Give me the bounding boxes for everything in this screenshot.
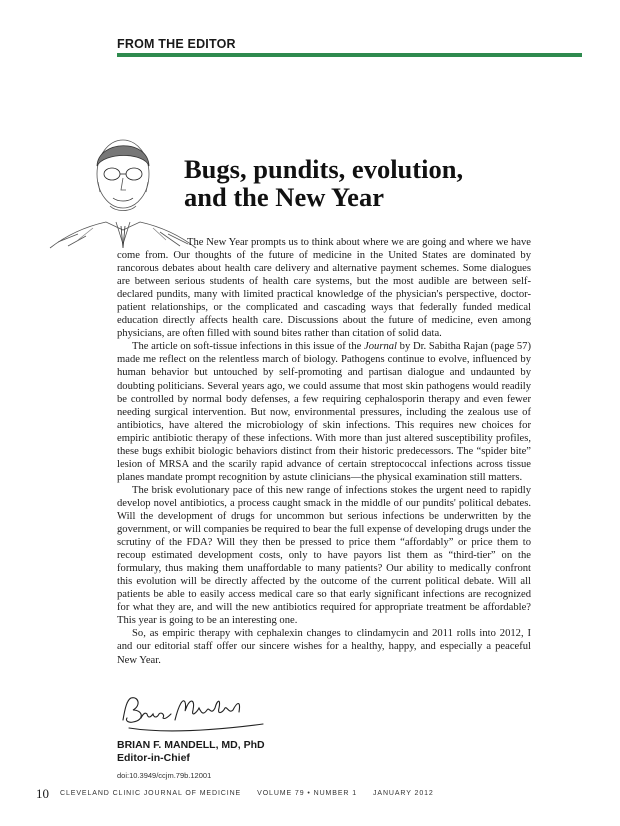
- footer-volume: VOLUME 79: [257, 790, 305, 797]
- paragraph-2: [117, 340, 531, 484]
- footer-date: JANUARY 2012: [372, 790, 434, 797]
- author-name: BRIAN F. MANDELL, MD, PhD: [117, 739, 265, 751]
- page-number: 10: [36, 786, 49, 801]
- section-label: FROM THE EDITOR: [117, 37, 236, 51]
- footer-number: NUMBER 1: [313, 790, 357, 797]
- title-line-1: Bugs, pundits, evolution,: [184, 154, 464, 184]
- doi-link[interactable]: doi:10.3949/ccjm.79b.12001: [117, 771, 212, 780]
- footer-bullet: •: [307, 790, 311, 797]
- paragraph-2-start: The article on soft-tissue infections in this issue of the: [132, 341, 365, 353]
- running-footer: [60, 790, 434, 797]
- footer-journal: CLEVELAND CLINIC JOURNAL OF MEDICINE: [60, 790, 242, 797]
- article-title: [184, 155, 564, 211]
- author-portrait-icon: [48, 122, 198, 250]
- paragraph-3: The brisk evolutionary pace of this new range of infections stokes the urgent need to rapidly develop novel antibiotics, a process caught smack in the middle of our pundits' political debates. Will the development of drugs for uncommon but serious infections be underwritten by the government, or will companies be required to bear the full expense of developing drugs under the scrutiny of the FDA? Will they then be pressed to price them “affordably” or price them to recoup estimated development costs, only to have payors list them as “third-tier” on the formulary, thus making them unaffordable to many patients? Our ability to medically confront this evolution will be directly affected by the outcome of the current political debate. Will all patients be able to easily access medical care so that early significant infections are recognized for what they are, and will the new antibiotics required for appropriate treatment be affordable? This year is going to be an interesting one.: [117, 484, 531, 627]
- header-rule: [117, 53, 582, 57]
- paragraph-2-rest: by Dr. Sabitha Rajan (page 57) made me reflect on the relentless march of biology. Pathogens continue to evolve, influenced by human behavior but untouched by self-promoting and partisan dialogue and undaunted by doubting politicians. Several years ago, we could assume that most skin pathogens would readily be controlled by normal body defenses, a few requiring cephalosporin therapy and even fewer needing surgical intervention. But now, environmental pressures, including the zealous use of antibiotics, have altered the microbiology of skin infections. This requires new choices for empiric antibiotic therapy of these infections. With more than just altered susceptibility profiles, these bugs exhibit biologic behaviors distinct from their historic predecessors. The “spider bite” lesion of MRSA and the scarily rapid advance of certain streptococcal infections across tissue planes mandate prompt recognition by astute clinicians—the physical examination still matters.: [117, 341, 531, 483]
- title-line-2: and the New Year: [184, 182, 384, 212]
- author-role: Editor-in-Chief: [117, 752, 190, 764]
- journal-name: Journal: [364, 341, 398, 353]
- article-body: [117, 236, 531, 667]
- paragraph-1: The New Year prompts us to think about where we are going and where we have come from. Our thoughts of the future of medicine in the United States are dominated by rancorous debates about health care delivery and alternative payment schemes. Some dialogues are between serious students of health care systems, but the most audible are between self-declared pundits, many with limited practical knowledge of the physician's perspective, doctor-patient relationships, or the complicated and cascading ways that federally funded medical education directly affects health care. Discussions about the future of medicine, even among physicians, are often filled with sound bites rather than citation of solid data.: [117, 237, 531, 340]
- handwritten-signature: [117, 690, 267, 738]
- paragraph-4: So, as empiric therapy with cephalexin changes to clindamycin and 2011 rolls into 2012, I and our editorial staff offer our sincere wishes for a healthy, happy, and especially a peaceful New Year.: [117, 628, 531, 666]
